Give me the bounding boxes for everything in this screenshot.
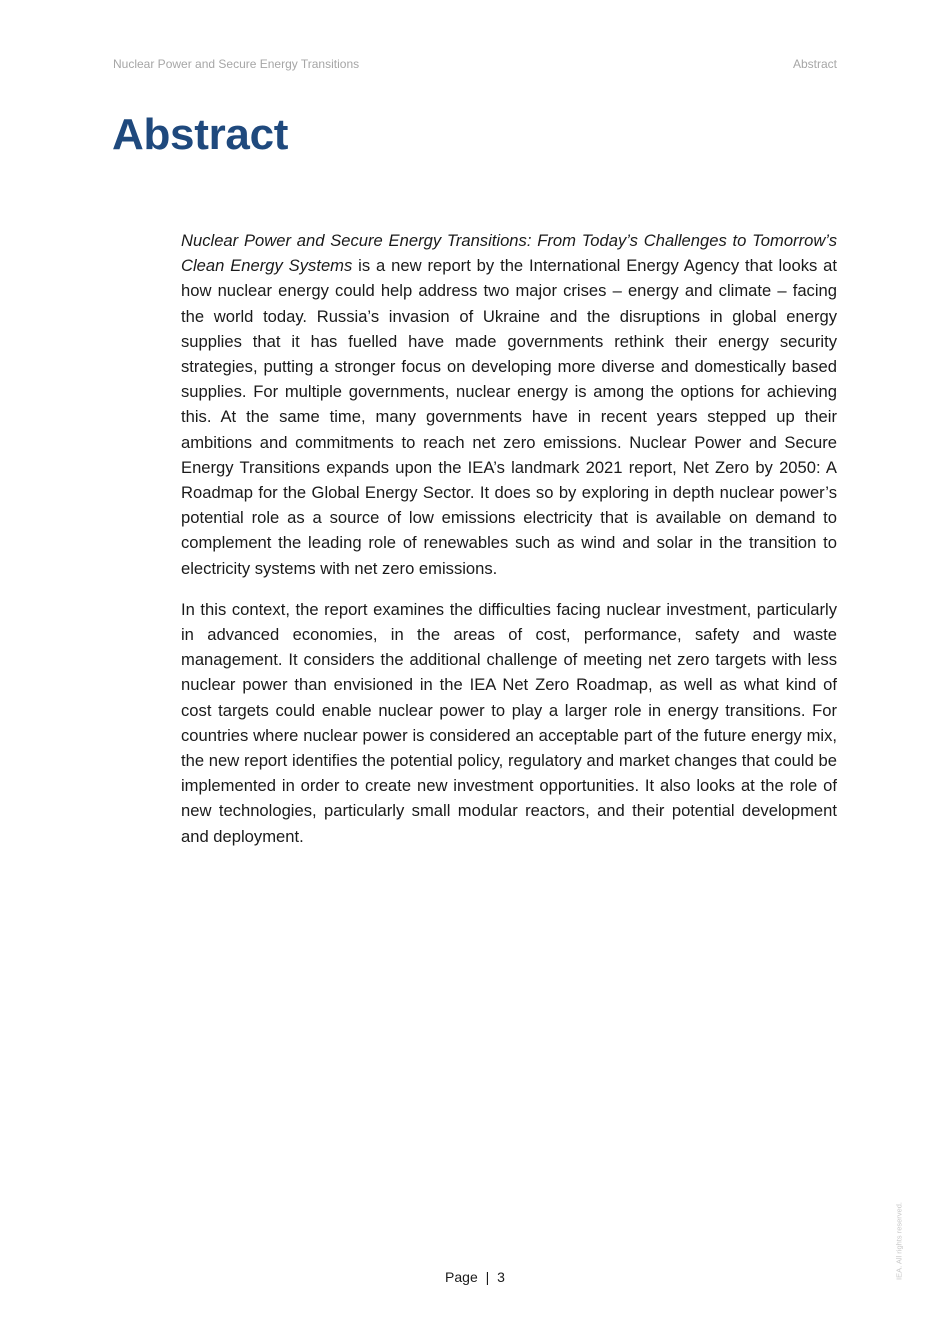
header-report-title: Nuclear Power and Secure Energy Transitions — [113, 57, 360, 71]
paragraph-1-text: is a new report by the International Energy Agency that looks at how nuclear energy could help address two major crises – energy and climate – facing the world today. Russia’s invasion of Ukraine and the disruptions in global energy supplies that it has fuelled have made governments rethink their energy security strategies, putting a stronger focus on developing more diverse and domestically based supplies. For multiple governments, nuclear energy is among the options for achieving this. At the same time, many governments have in recent years stepped up their ambitions and commitments to reach net zero emissions. Nuclear Power and Secure Energy Transitions expands upon the IEA’s landmark 2021 report, Net Zero by 2050: A Roadmap for the Global Energy Sector. It does so by exploring in depth nuclear power’s potential role as a source of low emissions electricity that is available on demand to complement the leading role of renewables such as wind and solar in the transition to electricity systems with net zero emissions. — [181, 256, 837, 578]
abstract-paragraph-2: In this context, the report examines the difficulties facing nuclear investment, particularly in advanced economies, in the areas of cost, performance, safety and waste management. It considers the additional challenge of meeting net zero targets with less nuclear power than envisioned in the IEA Net Zero Roadmap, as well as what kind of cost targets could enable nuclear power to play a larger role in energy transitions. For countries where nuclear power is considered an acceptable part of the future energy mix, the new report identifies the potential policy, regulatory and market changes that could be implemented in order to create new investment opportunities. It also looks at the role of new technologies, particularly small modular reactors, and their potential development and deployment. — [181, 599, 837, 846]
page-separator: | — [485, 1269, 490, 1285]
page-label: Page — [445, 1269, 478, 1285]
rights-notice-text: IEA. All rights reserved. — [894, 1202, 904, 1280]
report-full-title: Nuclear Power and Secure Energy Transitions: From Today’s Challenges to Tomorrow’s Clean Energy Systems — [181, 231, 837, 276]
running-header — [113, 57, 837, 73]
page-number — [0, 1269, 950, 1285]
abstract-paragraph-1 — [181, 228, 837, 581]
page-title: Abstract — [112, 110, 289, 159]
header-section-name: Abstract — [792, 57, 837, 71]
rights-notice — [893, 1200, 905, 1282]
page-number-value: 3 — [497, 1269, 505, 1285]
abstract-body — [181, 228, 837, 865]
